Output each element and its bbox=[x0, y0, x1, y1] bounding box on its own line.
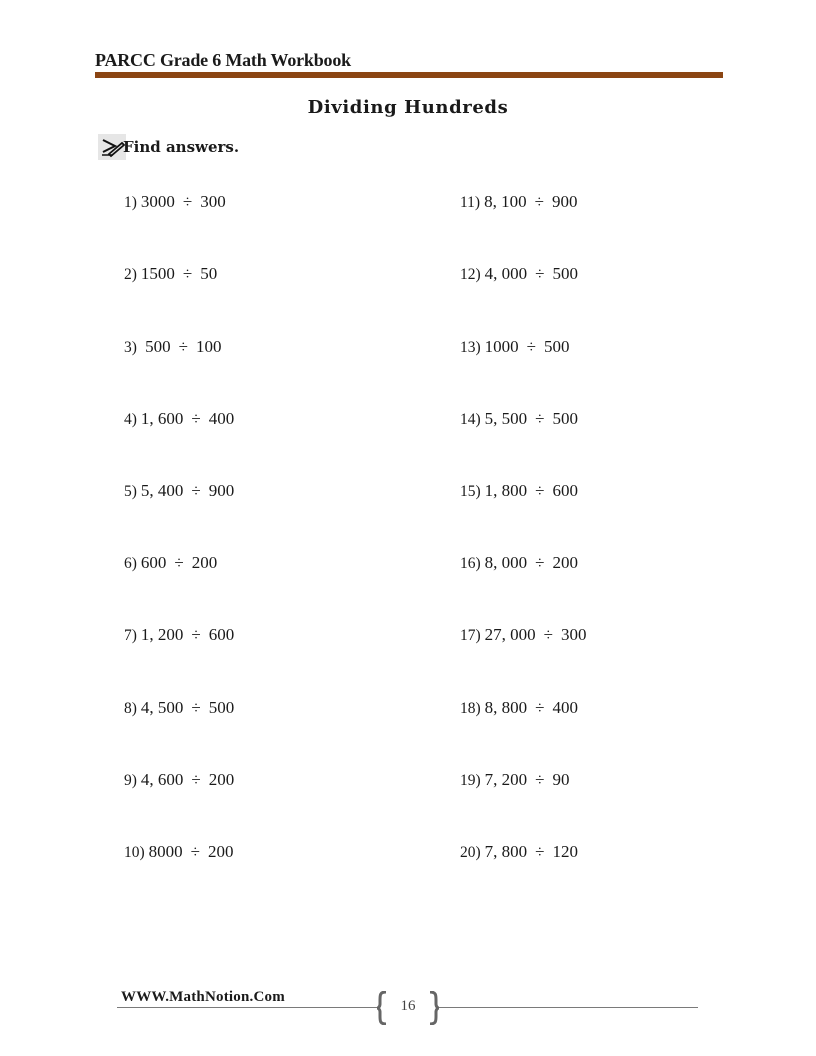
division-sign: ÷ bbox=[535, 481, 545, 500]
problem-divisor: 600 bbox=[208, 625, 235, 644]
problem-number: 5) bbox=[124, 483, 137, 500]
page-number: 16 bbox=[400, 998, 416, 1014]
problem-dividend: 1, 200 bbox=[140, 625, 184, 644]
workbook-title: PARCC Grade 6 Math Workbook bbox=[95, 50, 351, 70]
problem-divisor: 500 bbox=[208, 698, 235, 717]
problem-item bbox=[460, 409, 578, 430]
problem-dividend: 4, 000 bbox=[484, 264, 528, 283]
problem-dividend: 5, 400 bbox=[140, 481, 184, 500]
problem-dividend: 5, 500 bbox=[484, 409, 528, 428]
division-sign: ÷ bbox=[535, 698, 545, 717]
division-sign: ÷ bbox=[190, 842, 201, 861]
problem-item bbox=[460, 264, 578, 285]
division-sign: ÷ bbox=[182, 264, 193, 283]
problem-dividend: 8, 800 bbox=[484, 698, 528, 717]
problem-divisor: 100 bbox=[196, 337, 222, 356]
problem-number: 19) bbox=[460, 772, 481, 789]
problem-number: 15) bbox=[460, 483, 481, 500]
problem-divisor: 400 bbox=[552, 698, 579, 717]
problem-dividend: 1000 bbox=[484, 337, 519, 356]
footer-rule-left bbox=[117, 1007, 380, 1008]
problem-number: 10) bbox=[124, 844, 145, 861]
problem-item bbox=[124, 481, 234, 502]
problem-number: 17) bbox=[460, 627, 481, 644]
problem-divisor: 200 bbox=[208, 770, 235, 789]
problem-dividend: 1, 800 bbox=[484, 481, 528, 500]
problem-number: 12) bbox=[460, 266, 481, 283]
division-sign: ÷ bbox=[178, 337, 189, 356]
division-sign: ÷ bbox=[191, 625, 201, 644]
problem-number: 7) bbox=[124, 627, 137, 644]
problem-dividend: 600 bbox=[140, 553, 167, 572]
problem-dividend: 8000 bbox=[148, 842, 183, 861]
division-sign: ÷ bbox=[535, 842, 545, 861]
problem-number: 8) bbox=[124, 700, 137, 717]
footer-rule-right bbox=[437, 1007, 698, 1008]
problem-divisor: 500 bbox=[544, 337, 570, 356]
division-sign: ÷ bbox=[191, 409, 201, 428]
page-title: Dividing Hundreds bbox=[307, 97, 509, 118]
problem-number: 9) bbox=[124, 772, 137, 789]
problem-number: 2) bbox=[124, 266, 137, 283]
problem-number: 14) bbox=[460, 411, 481, 428]
problem-divisor: 200 bbox=[208, 842, 234, 861]
problem-number: 13) bbox=[460, 339, 481, 356]
division-sign: ÷ bbox=[534, 192, 544, 211]
problem-dividend: 4, 600 bbox=[140, 770, 184, 789]
division-sign: ÷ bbox=[543, 625, 554, 644]
problem-item bbox=[124, 698, 234, 719]
problem-divisor: 120 bbox=[552, 842, 579, 861]
problem-item bbox=[124, 770, 234, 791]
problem-item bbox=[460, 337, 570, 358]
problem-divisor: 200 bbox=[191, 553, 218, 572]
division-sign: ÷ bbox=[535, 409, 545, 428]
problem-divisor: 90 bbox=[552, 770, 570, 789]
problem-dividend: 1, 600 bbox=[140, 409, 184, 428]
problem-item bbox=[124, 625, 234, 646]
problem-dividend: 4, 500 bbox=[140, 698, 184, 717]
problem-item bbox=[124, 409, 234, 430]
problem-dividend: 8, 100 bbox=[484, 192, 527, 211]
division-sign: ÷ bbox=[191, 698, 201, 717]
problem-number: 11) bbox=[460, 194, 481, 211]
problem-dividend: 27, 000 bbox=[484, 625, 536, 644]
problem-item bbox=[124, 192, 226, 213]
problem-number: 18) bbox=[460, 700, 481, 717]
problem-item bbox=[124, 842, 234, 863]
problem-item bbox=[124, 553, 217, 574]
problem-number: 3) bbox=[124, 339, 137, 356]
problem-dividend: 7, 200 bbox=[484, 770, 528, 789]
problem-number: 16) bbox=[460, 555, 481, 572]
problem-dividend: 500 bbox=[140, 337, 171, 356]
division-sign: ÷ bbox=[174, 553, 184, 572]
division-sign: ÷ bbox=[191, 481, 201, 500]
problem-divisor: 500 bbox=[552, 409, 579, 428]
problem-number: 1) bbox=[124, 194, 137, 211]
problem-number: 20) bbox=[460, 844, 481, 861]
problem-item bbox=[124, 264, 217, 285]
problem-item bbox=[460, 481, 578, 502]
problem-divisor: 600 bbox=[552, 481, 579, 500]
division-sign: ÷ bbox=[191, 770, 201, 789]
problem-divisor: 400 bbox=[208, 409, 235, 428]
problem-divisor: 900 bbox=[551, 192, 578, 211]
problem-divisor: 50 bbox=[200, 264, 218, 283]
problem-divisor: 200 bbox=[552, 553, 579, 572]
instruction-text: Find answers. bbox=[123, 138, 240, 156]
problem-number: 4) bbox=[124, 411, 137, 428]
problem-item bbox=[460, 698, 578, 719]
page-number-box bbox=[377, 991, 439, 1025]
problem-item bbox=[460, 770, 570, 791]
division-sign: ÷ bbox=[535, 553, 545, 572]
problem-item bbox=[460, 625, 587, 646]
division-sign: ÷ bbox=[535, 264, 545, 283]
problem-divisor: 300 bbox=[561, 625, 587, 644]
problem-divisor: 300 bbox=[200, 192, 226, 211]
problem-dividend: 7, 800 bbox=[484, 842, 528, 861]
footer-website: WWW.MathNotion.Com bbox=[121, 989, 285, 1005]
problem-dividend: 8, 000 bbox=[484, 553, 528, 572]
problem-number: 6) bbox=[124, 555, 137, 572]
problem-item bbox=[460, 192, 577, 213]
problem-dividend: 3000 bbox=[140, 192, 175, 211]
division-sign: ÷ bbox=[182, 192, 193, 211]
problem-dividend: 1500 bbox=[140, 264, 175, 283]
problem-divisor: 500 bbox=[552, 264, 579, 283]
division-sign: ÷ bbox=[526, 337, 537, 356]
problem-item bbox=[460, 553, 578, 574]
problem-item bbox=[460, 842, 578, 863]
problem-divisor: 900 bbox=[208, 481, 235, 500]
problem-item bbox=[124, 337, 222, 358]
division-sign: ÷ bbox=[535, 770, 545, 789]
